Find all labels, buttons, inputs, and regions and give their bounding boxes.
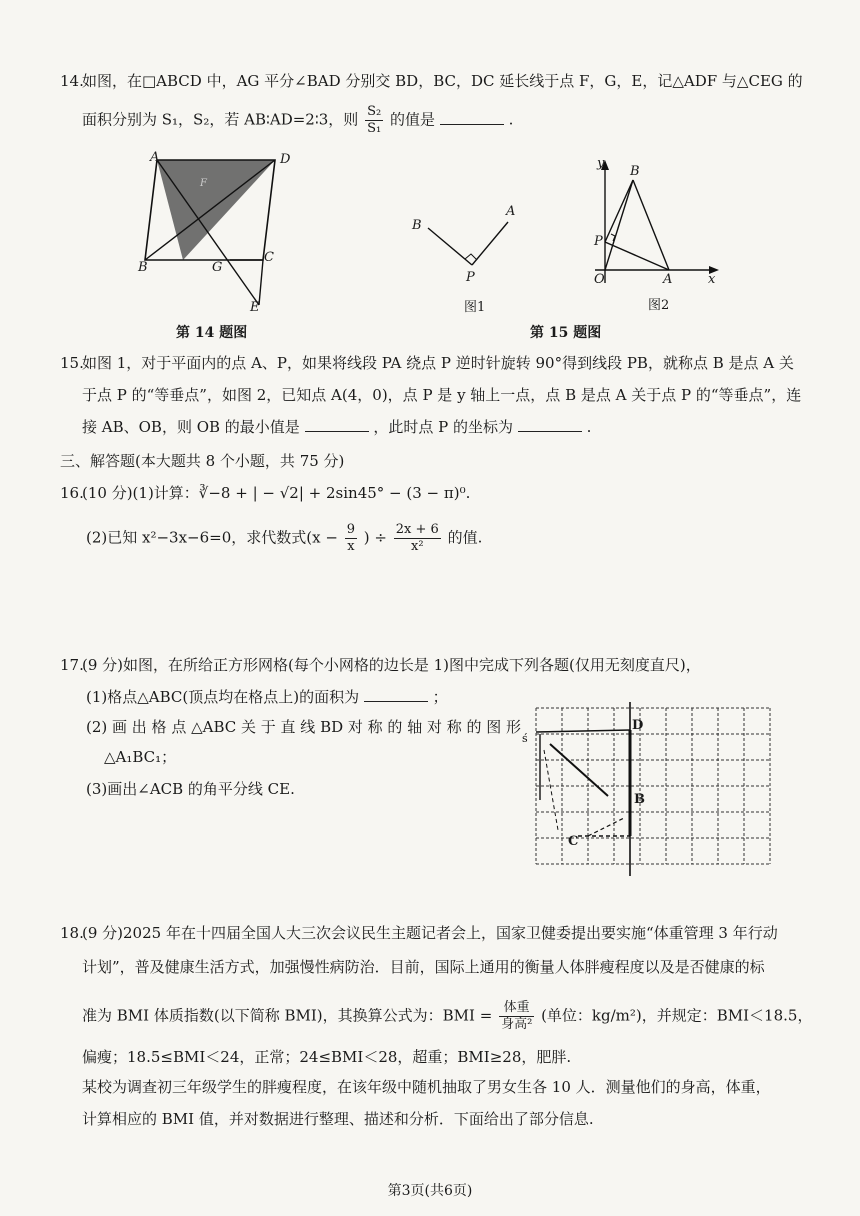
q17-intro: (9 分)如图，在所给正方形网格(每个小网格的边长是 1)图中完成下列各题(仅用无刻度直尺)， — [82, 656, 701, 674]
q14-text-line1: 如图，在□ABCD 中，AG 平分∠BAD 分别交 BD，BC，DC 延长线于点 F，G，E，记△ADF 与△CEG 的 — [82, 72, 803, 90]
q14-label-f: F — [200, 178, 207, 189]
q14-text-line2-b: 的值是 — [389, 110, 435, 129]
q17-part2-line2: △A₁BC₁； — [104, 748, 177, 766]
q18-line3-a: 准为 BMI 体质指数(以下简称 BMI)，其换算公式为：BMI = — [82, 1006, 493, 1025]
q15-figure1 — [420, 210, 530, 280]
q15-text-line1: 如图 1，对于平面内的点 A、P，如果将线段 PA 绕点 P 逆时针旋转 90°得到线段 PB，就称点 B 是点 A 关 — [82, 354, 794, 372]
q14-fraction-numerator: S₂ — [367, 104, 382, 119]
q16-fraction-1-denominator: x — [347, 539, 355, 554]
q18-number: 18. — [60, 924, 84, 942]
q16-part2-c: 的值. — [447, 528, 483, 547]
q14-label-d: D — [280, 152, 291, 167]
q14-label-b: B — [138, 260, 148, 275]
q14-label-a: A — [150, 150, 160, 165]
q14-text-line2-a: 面积分别为 S₁，S₂，若 AB∶AD=2∶3，则 — [82, 110, 359, 129]
q15-answer-blank-1[interactable] — [305, 417, 369, 432]
q17-grid-figure[interactable] — [520, 700, 780, 900]
q18-bmi-fraction — [499, 1000, 534, 1033]
q18-line3-b: (单位：kg/m²)，并规定：BMI＜18.5， — [541, 1006, 813, 1025]
q16-part2 — [86, 522, 482, 555]
q15-fig1-label-b: B — [412, 218, 422, 233]
q16-fraction-2 — [394, 522, 441, 555]
q15-fig2-label-p: P — [594, 234, 603, 249]
svg-text:ś: ś — [522, 732, 528, 745]
q15-fig1-caption: 图1 — [464, 300, 486, 315]
q15-fig2-caption: 图2 — [648, 298, 670, 313]
q17-part1-end: ； — [432, 688, 448, 706]
q15-fig2-label-x: x — [708, 272, 716, 287]
q18-line3 — [82, 1000, 812, 1033]
q15-number: 15. — [60, 354, 84, 372]
q15-text-line3-b: ，此时点 P 的坐标为 — [373, 418, 514, 436]
q15-fig1-label-p: P — [466, 270, 475, 285]
q18-line2: 计划”，普及健康生活方式，加强慢性病防治．目前，国际上通用的衡量人体胖瘦程度以及是否健康的标 — [82, 958, 765, 976]
q17-part2-line1: (2) 画 出 格 点 △ABC 关 于 直 线 BD 对 称 的 轴 对 称 的 图 形 — [86, 718, 522, 736]
q17-grid-label-c: C — [568, 834, 579, 849]
q18-line5: 某校为调查初三年级学生的胖瘦程度，在该年级中随机抽取了男女生各 10 人．测量他们的身高，体重， — [82, 1078, 771, 1096]
q15-fig2-label-b: B — [630, 164, 640, 179]
q18-line6: 计算相应的 BMI 值，并对数据进行整理、描述和分析．下面给出了部分信息. — [82, 1110, 594, 1128]
q15-caption: 第 15 题图 — [530, 325, 602, 341]
q14-fraction — [365, 104, 383, 137]
q15-fig2-label-a: A — [663, 272, 673, 287]
q17-part3: (3)画出∠ACB 的角平分线 CE. — [86, 780, 295, 798]
q16-part2-b: ) ÷ — [363, 528, 387, 547]
q14-figure — [135, 150, 295, 310]
q14-label-e: E — [250, 300, 260, 315]
q17-grid-label-d: D — [632, 718, 644, 733]
q16-fraction-2-numerator: 2x + 6 — [395, 522, 439, 537]
q15-figure2 — [595, 158, 725, 288]
q15-text-line3-a: 接 AB、OB，则 OB 的最小值是 — [82, 418, 300, 436]
q14-label-c: C — [264, 250, 274, 265]
q16-fraction-2-denominator: x² — [411, 539, 424, 554]
q16-part1: (10 分)(1)计算：∛−8 + | − √2| + 2sin45° − (3 − π)⁰. — [82, 484, 471, 502]
page-footer: 第3页(共6页) — [387, 1183, 473, 1199]
q17-part1-a: (1)格点△ABC(顶点均在格点上)的面积为 — [86, 688, 360, 706]
q17-answer-blank[interactable] — [364, 687, 428, 702]
q14-label-g: G — [212, 260, 223, 275]
q14-number: 14. — [60, 72, 84, 90]
q14-answer-blank[interactable] — [440, 110, 504, 125]
q15-answer-blank-2[interactable] — [518, 417, 582, 432]
q16-fraction-1 — [345, 522, 357, 555]
q17-part1 — [86, 686, 448, 708]
q18-bmi-fraction-numerator: 体重 — [499, 1000, 534, 1017]
q16-number: 16. — [60, 484, 84, 502]
q18-line1: (9 分)2025 年在十四届全国人大三次会议民生主题记者会上，国家卫健委提出要实施“体重管理 3 年行动 — [82, 924, 778, 942]
q14-caption: 第 14 题图 — [176, 325, 248, 341]
q16-fraction-1-numerator: 9 — [346, 522, 355, 537]
q15-fig2-label-y: y — [597, 156, 605, 171]
q15-fig2-label-o: O — [594, 272, 605, 287]
q15-text-line3 — [82, 416, 591, 438]
section3-heading: 三、解答题(本大题共 8 个小题，共 75 分) — [60, 452, 345, 470]
q15-fig1-label-a: A — [506, 204, 516, 219]
q16-part2-a: (2)已知 x²−3x−6=0，求代数式(x − — [86, 528, 338, 547]
q14-text-line2 — [82, 104, 513, 137]
q15-text-line3-end: . — [586, 418, 592, 436]
q17-number: 17. — [60, 656, 84, 674]
q17-grid-label-b: B — [634, 792, 645, 807]
q18-bmi-fraction-denominator: 身高² — [501, 1017, 533, 1032]
q15-text-line2: 于点 P 的“等垂点”，如图 2，已知点 A(4，0)，点 P 是 y 轴上一点，点 B 是点 A 关于点 P 的“等垂点”，连 — [82, 386, 802, 404]
q14-text-line2-end: . — [508, 110, 514, 129]
q14-fraction-denominator: S₁ — [367, 121, 382, 136]
q18-line4: 偏瘦；18.5≤BMI＜24，正常；24≤BMI＜28，超重；BMI≥28，肥胖. — [82, 1048, 572, 1066]
